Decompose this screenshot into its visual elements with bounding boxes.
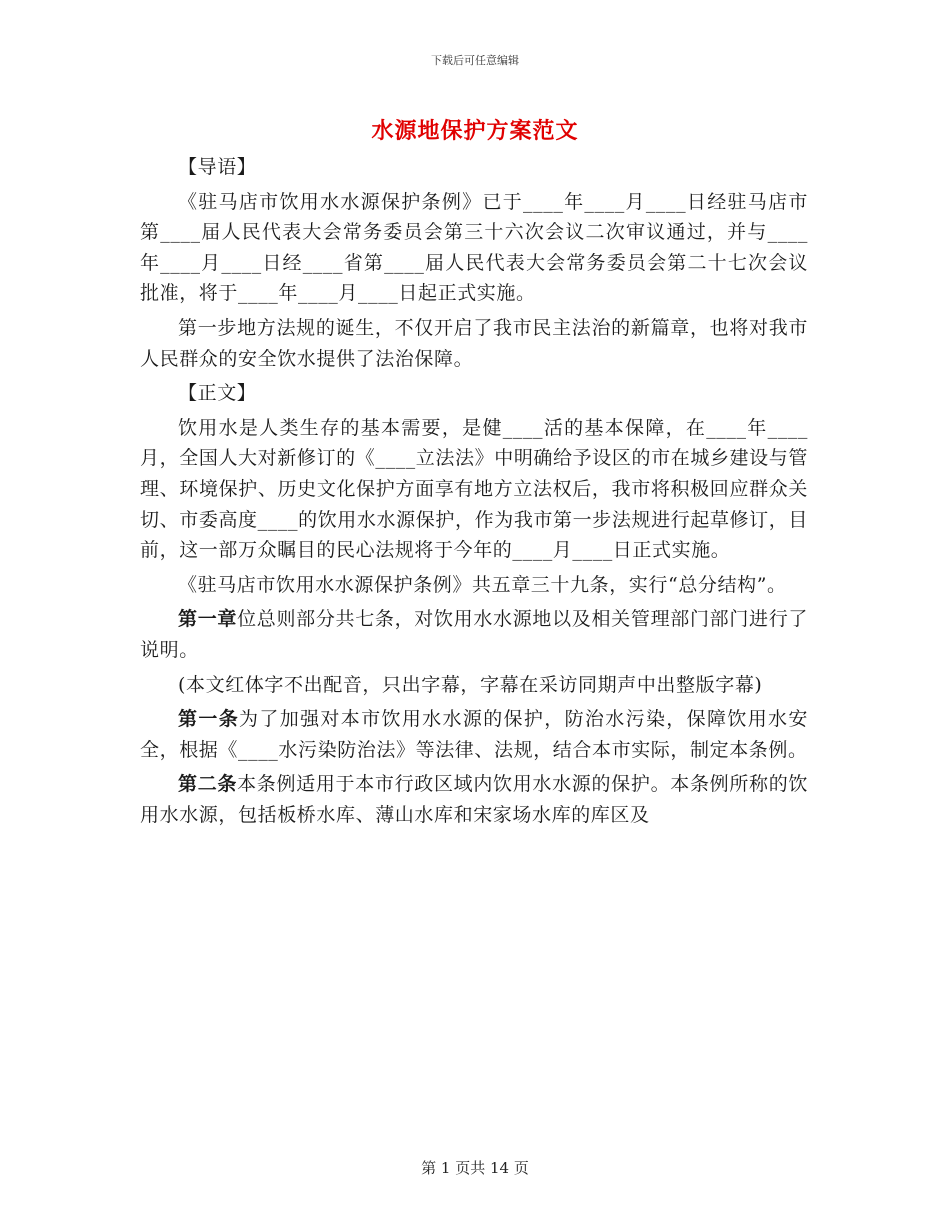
paragraph-text: 为了加强对本市饮用水水源的保护，防治水污染，保障饮用水安全，根据《____水污染防治法》等法律、法规，结合本市实际，制定本条例。: [140, 708, 808, 761]
chapter-label: 第一章: [178, 608, 238, 631]
article-label: 第一条: [178, 708, 240, 731]
page-header: 下载后可任意编辑: [431, 54, 519, 67]
paragraph: [140, 604, 808, 665]
page-footer: 第 1 页共 14 页: [421, 1159, 529, 1177]
paragraph: 饮用水是人类生存的基本需要，是健____活的基本保障，在____年____月，全国人大对新修订的《____立法法》中明确给予设区的市在城乡建设与管理、环境保护、历史文化保护方面享有地方立法权后，我市将积极回应群众关切、市委高度____的饮用水水源保护，作为我市第一步法规进行起草修订，目前，这一部万众瞩目的民心法规将于今年的____月____日正式实施。: [140, 416, 808, 562]
document-title: 水源地保护方案范文: [371, 118, 579, 144]
paragraph: [140, 704, 808, 765]
paragraph: 《驻马店市饮用水水源保护条例》已于____年____月____日经驻马店市第____届人民代表大会常务委员会第三十六次会议二次审议通过，并与____年____月____日经____省第____届人民代表大会常务委员会第二十七次会议批准，将于____年____月____日起正式实施。: [140, 190, 808, 305]
section-heading-intro: 【导语】: [178, 156, 257, 178]
paragraph-text: 本条例适用于本市行政区域内饮用水水源的保护。本条例所称的饮用水水源，包括板桥水库、薄山水库和宋家场水库的库区及: [140, 773, 808, 826]
paragraph: 第一步地方法规的诞生，不仅开启了我市民主法治的新篇章，也将对我市人民群众的安全饮水提供了法治保障。: [140, 316, 808, 370]
section-heading-main: 【正文】: [178, 382, 257, 405]
article-label: 第二条: [178, 773, 238, 796]
paragraph-text: 位总则部分共七条，对饮用水水源地以及相关管理部门部门进行了说明。: [140, 608, 808, 661]
paragraph: 《驻马店市饮用水水源保护条例》共五章三十九条，实行“总分结构”。: [178, 573, 787, 596]
paragraph: [140, 769, 808, 830]
document-body: [140, 150, 808, 834]
paragraph: (本文红体字不出配音，只出字幕，字幕在采访同期声中出整版字幕): [178, 673, 763, 696]
